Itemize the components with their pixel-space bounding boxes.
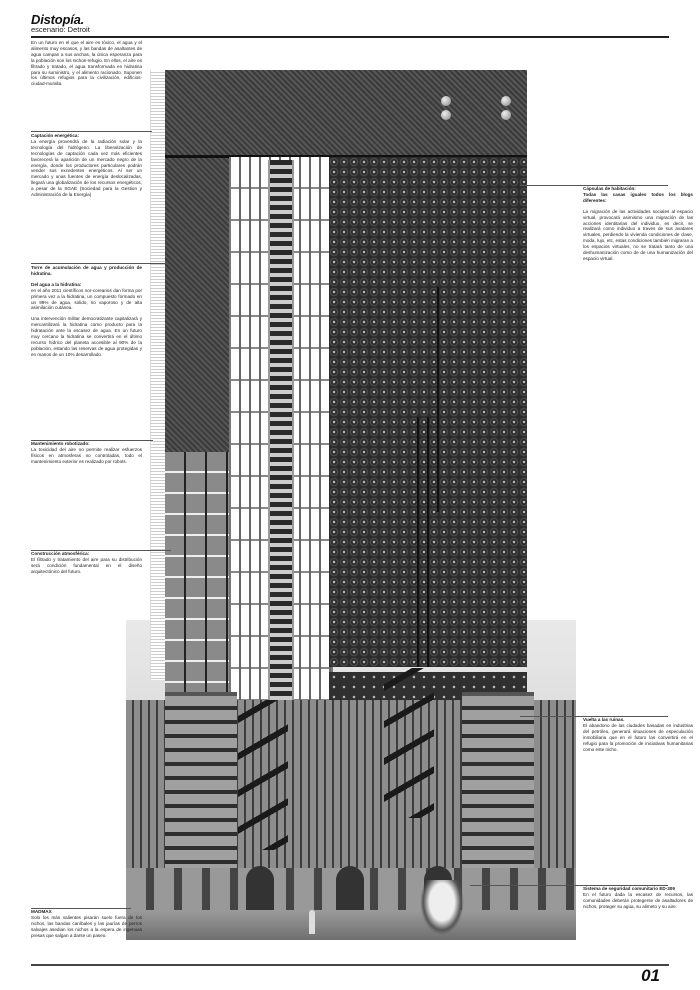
page-title: Distopía.: [31, 12, 85, 27]
intro-text: En un futuro en el que el aire es tóxico, el agua y el alimento muy escasos, y las bandas de asaltantes de agua campan a sus anchas, la única esperanza para la población son los nichos-refugio. En ellos, el aire es filtrado y tratado, el agua transformada en hidratina para su suministro, y el alimento racionado. Suponen los últimos refugios para la civilización, edificios-ciudad-muralla.: [31, 40, 142, 87]
header-rule: [31, 36, 669, 38]
note-madmax: [31, 909, 142, 939]
note-subheading: Todas las casas iguales todos los blogs diferentes:: [583, 191, 693, 203]
left-ruin-tower: [165, 692, 237, 874]
leader-line: [31, 263, 166, 264]
note-body: La toxicidad del aire no permite realizar esfuerzos físicos en atmosferas no controladas, todo el mantenimiento exterior es realizado por robots.: [31, 446, 142, 464]
note-body: La migración de las actividades sociales al espacio virtual, provocará asimismo una migración de las acciones identitarias del individuo, es decir, se realizará como individuo a traves de sus avatares virtuales, perdiendo la vivienda condiciones de clase, moda, lujo, etc, estas condiciones también migraran a los espacios virtuales, no se tratará tanto de una deshumanización como de de una humanización del espacio virtual.: [583, 208, 693, 261]
pipe-line: [427, 417, 429, 667]
note-water-tower: [31, 265, 142, 363]
note-energy: [31, 133, 142, 198]
note-heading: Torre de acumulación de agua y producción de hidratina.: [31, 265, 142, 276]
atmospheric-construction-panels: [165, 452, 229, 697]
note-heading: Vuelta a las ruinas.: [583, 717, 625, 722]
page-subtitle: escenario: Detroit: [31, 25, 90, 34]
note-maintenance: [31, 441, 142, 465]
exterior-stairs: [238, 700, 288, 850]
arch-window: [336, 866, 364, 910]
note-heading: Mantenimiento robotizado:: [31, 441, 90, 446]
security-robot-ed309: [420, 880, 464, 935]
note-body: En el futuro dada la escasez de recursos, las comunidades deberán protegerse de asaltadores de nichos, proteger su agua, su alimeto y su aire.: [583, 891, 693, 909]
note-body: La energía provendrá de la radiación solar y la tecnología del hidrógeno. La liberalización de tecnologías de captación cada vez más eficientes favorecerá la aparición de un mercado negro de la energía, donde los productores particulares podrán vender sus excedentes energéticos. Al ser un mercado y unas fuentes de energía deslocalizadas, llegará una globalización de los recursos energéticos, a pesar de la SGAE (Sociedad para la Gestion y Administración de la Energía): [31, 138, 142, 198]
note-atmospheric: [31, 551, 142, 575]
arch-window: [246, 866, 274, 910]
pipe-line: [417, 417, 419, 667]
ground: [126, 910, 576, 940]
note-heading: Captación energética:: [31, 133, 79, 138]
footer-rule: [31, 964, 669, 966]
note-body: en el año 2011 científicos nor-coreanos dan forma por primera vez a la hidratina, un compuesto formado en un 99% de agua, solido, no vaporoso y de alta asimilación cutánea.: [31, 287, 142, 311]
leader-line: [31, 131, 152, 132]
sphere-icon: [501, 110, 511, 120]
sphere-icon: [501, 96, 511, 106]
note-security: [583, 886, 693, 910]
note-heading: Sistema de seguridad comunitario ED-309: [583, 886, 675, 891]
note-heading: Cápsulas de habitación:: [583, 186, 636, 191]
page-number: 01: [641, 966, 660, 985]
sphere-icon: [441, 110, 451, 120]
note-heading: MADMAX: [31, 909, 52, 914]
note-body: El filtrado y tratamiento del aire para su distribución será condición fundamental en el diseño arquitectónico del futuro.: [31, 556, 142, 574]
pipe-line: [437, 287, 439, 512]
note-subheading: Del agua a la hidratina:: [31, 281, 82, 287]
habitation-capsules-block: [329, 157, 527, 667]
note-body: Solo los más valientes pisarán suelo fuera de los nichos, las bandas caníbales y las jaurías de perros salvajes asedian los nichos a la espera de ingenuas presas que salgan a darse un paseo.: [31, 914, 142, 938]
hazmat-person: [309, 910, 315, 934]
right-ruin-tower: [462, 692, 534, 874]
sphere-icon: [441, 96, 451, 106]
note-body: Una intervención militar democratizante capitalizará y mercantilizará la hidratina como producto para la hidratación ante la escasez de agua. En un futuro muy cercano la hidratina se convertirá en el último recurso hídrico del planeta accesible al 90% de la población, estando las reservas de agua protegidas y en manos de un 10% desarrollado.: [31, 316, 142, 357]
note-body: El abandono de las ciudades basadas en industrias del petróleo, generará situaciones de especulación inmobiliaria que en el futuro las convertirá en el refugio para la promoción de iniciativas humanitarias como este nicho.: [583, 722, 693, 752]
note-capsules: [583, 186, 693, 262]
top-energy-block: [165, 70, 527, 158]
exterior-stairs: [384, 668, 434, 818]
note-heading: Construcción atmosférica:: [31, 551, 90, 556]
note-ruins: [583, 717, 693, 752]
